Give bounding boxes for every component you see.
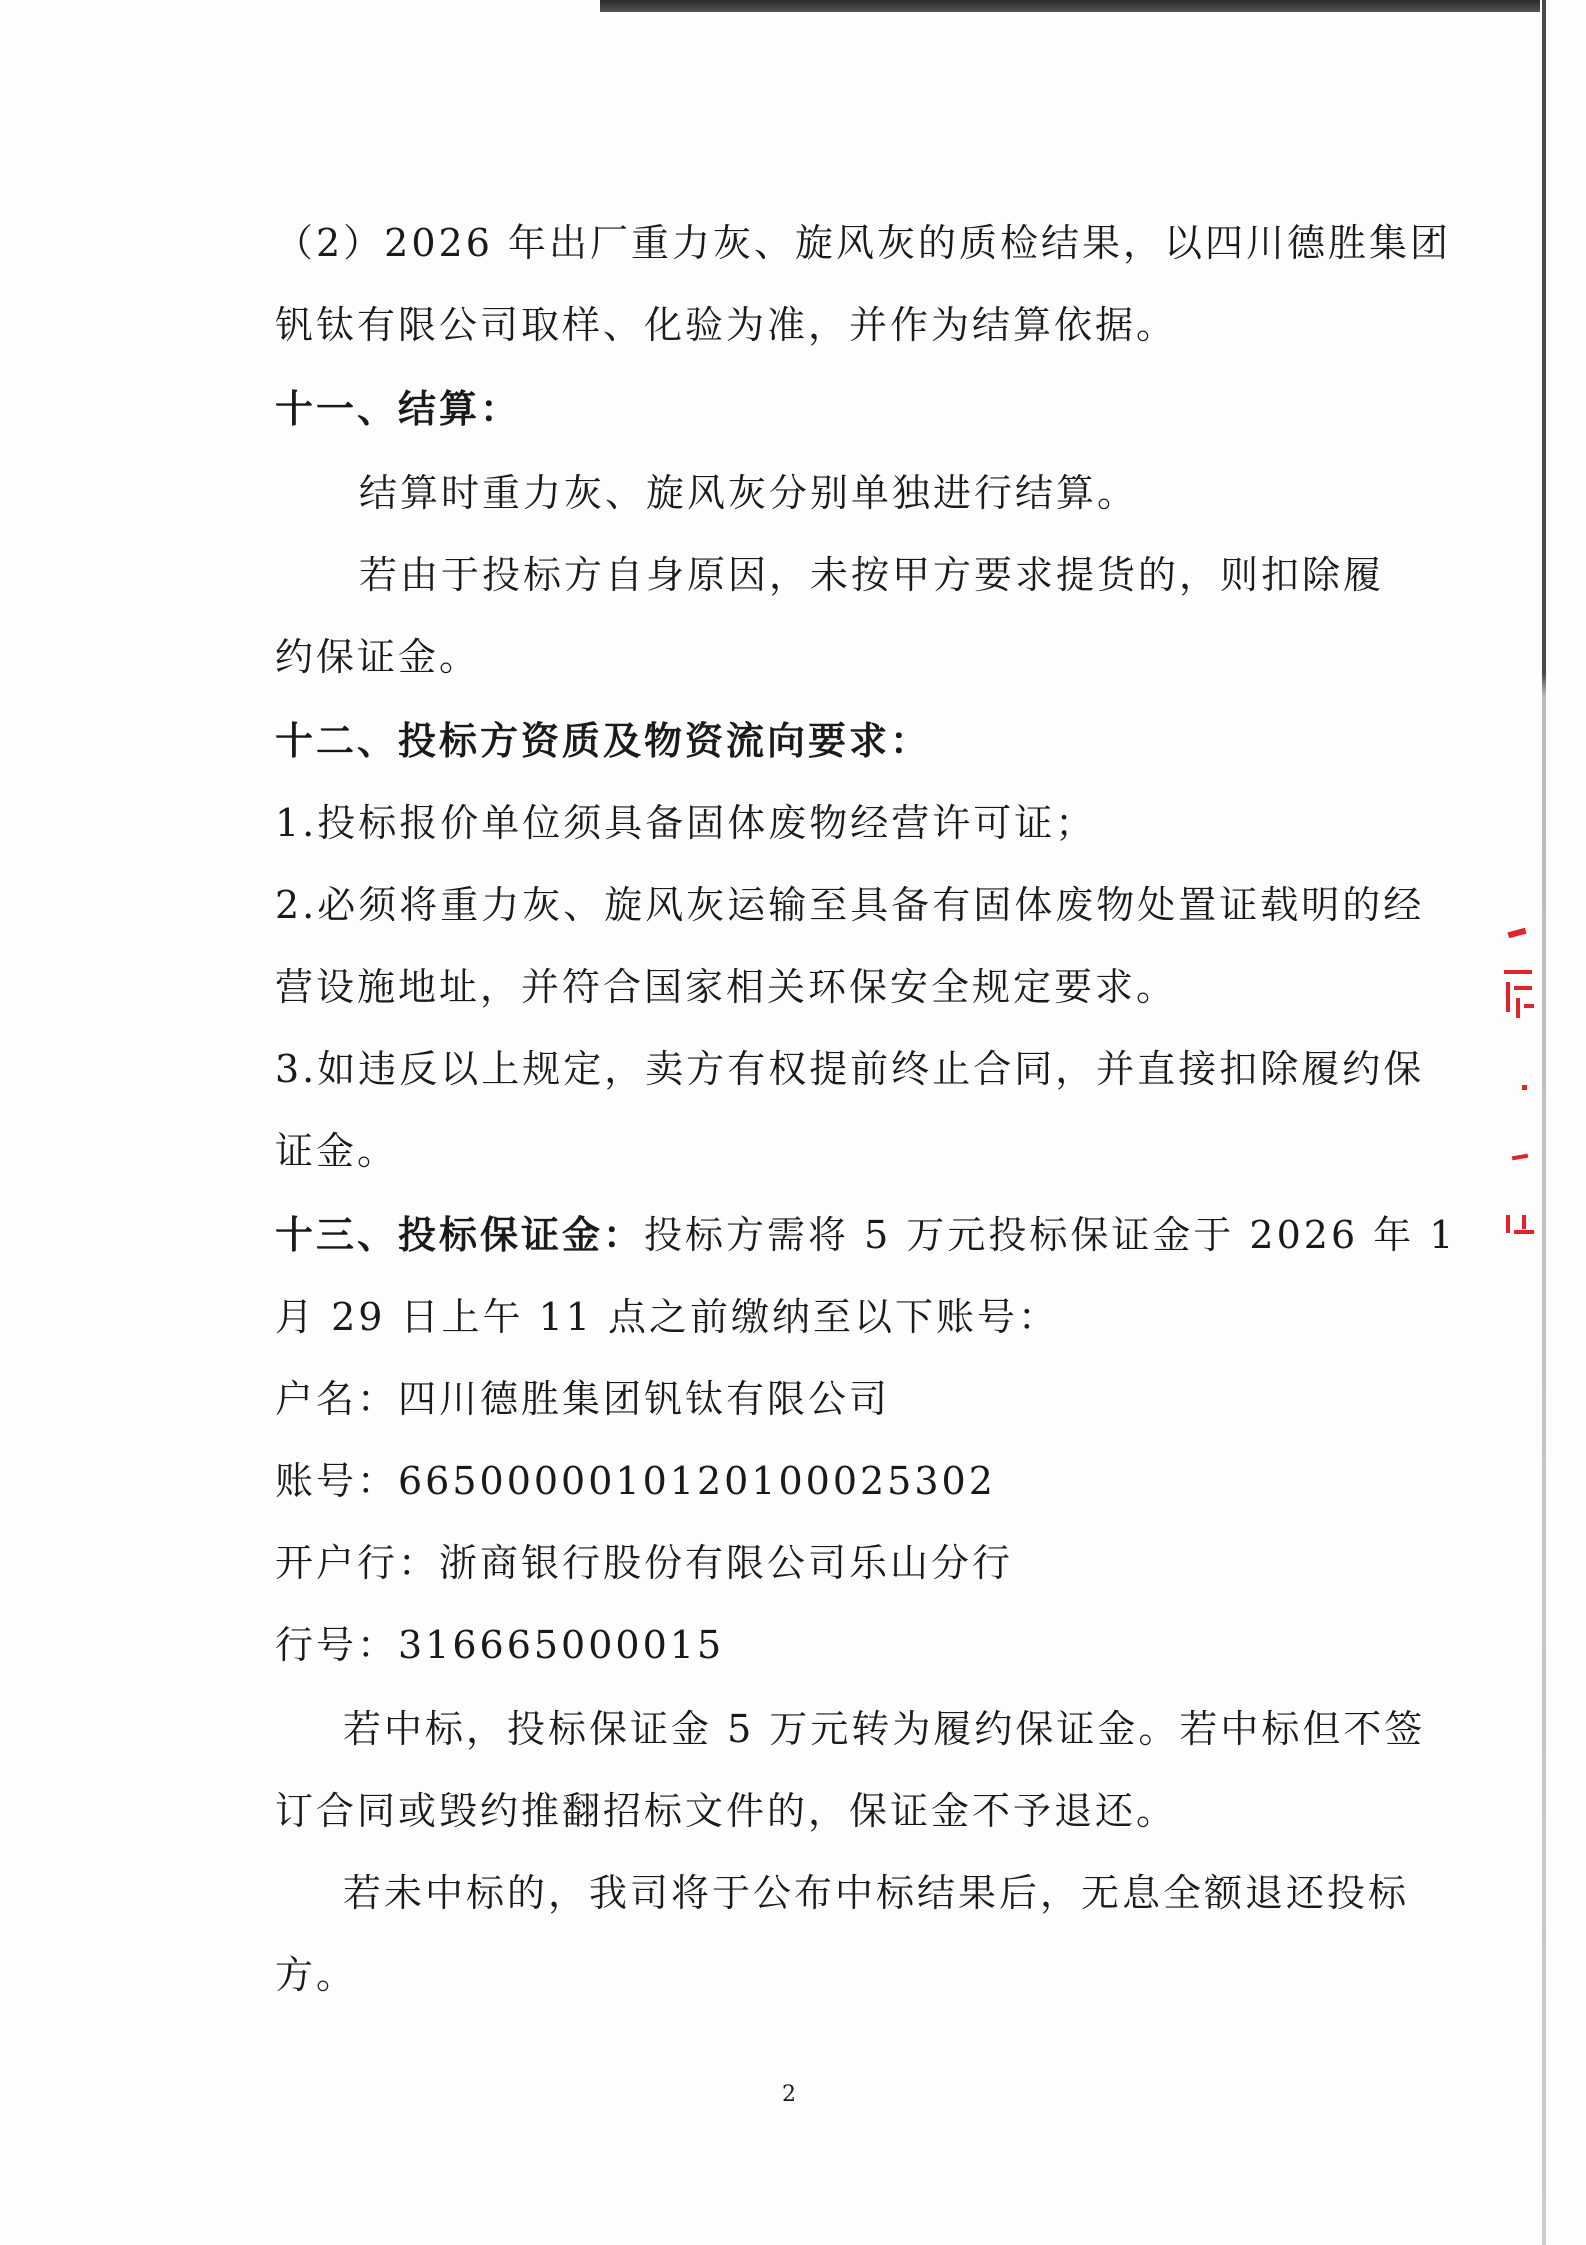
paragraph-quality-result-line-1: （2）2026 年出厂重力灰、旋风灰的质检结果，以四川德胜集团 [275, 221, 1451, 265]
paragraph-winning-line-1: 若中标，投标保证金 5 万元转为履约保证金。若中标但不签 [343, 1707, 1426, 1751]
requirement-item-2-line-2: 营设施地址，并符合国家相关环保安全规定要求。 [275, 965, 1178, 1009]
paragraph-deduction-line-2: 约保证金。 [275, 635, 481, 679]
paragraph-winning-line-2: 订合同或毁约推翻招标文件的，保证金不予退还。 [275, 1789, 1178, 1833]
account-bank: 开户行：浙商银行股份有限公司乐山分行 [275, 1541, 1014, 1585]
requirement-item-3-line-1: 3.如违反以上规定，卖方有权提前终止合同，并直接扣除履约保 [275, 1047, 1425, 1091]
requirement-item-2-line-1: 2.必须将重力灰、旋风灰运输至具备有固体废物处置证载明的经 [275, 883, 1425, 927]
red-seal-stamp-fragment [1500, 930, 1540, 1250]
paragraph-quality-result-line-2: 钒钛有限公司取样、化验为准，并作为结算依据。 [275, 303, 1178, 347]
account-number: 账号：665000001012010002530​2 [275, 1459, 996, 1503]
scan-right-edge [1542, 0, 1546, 2245]
account-name: 户名：四川德胜集团钒钛有限公司 [275, 1377, 891, 1421]
section-heading-settlement: 十一、结算： [275, 386, 522, 431]
paragraph-not-winning-line-2: 方。 [275, 1953, 358, 1997]
bid-deposit-text: 投标方需将 5 万元投标保证金于 2026 年 1 [644, 1213, 1457, 1257]
paragraph-deduction-line-1: 若由于投标方自身原因，未按甲方要求提货的，则扣除履 [359, 553, 1385, 597]
section-heading-qualification: 十二、投标方资质及物资流向要求： [275, 718, 932, 763]
scan-top-edge [600, 0, 1540, 12]
section-bid-deposit-line-1 [275, 1212, 1457, 1257]
section-heading-bid-deposit: 十三、投标保证金： [275, 1212, 645, 1257]
paragraph-settlement-separate: 结算时重力灰、旋风灰分别单独进行结算。 [359, 471, 1139, 515]
bank-code: 行号：316665000015 [275, 1623, 725, 1667]
requirement-item-3-line-2: 证金。 [275, 1129, 399, 1173]
requirement-item-1: 1.投标报价单位须具备固体废物经营许可证； [275, 801, 1097, 845]
paragraph-not-winning-line-1: 若未中标的，我司将于公布中标结果后，无息全额退还投标 [343, 1871, 1410, 1915]
section-bid-deposit-line-2: 月 29 日上午 11 点之前缴纳至以下账号： [275, 1295, 1060, 1339]
page-number: 2 [782, 2082, 796, 2107]
